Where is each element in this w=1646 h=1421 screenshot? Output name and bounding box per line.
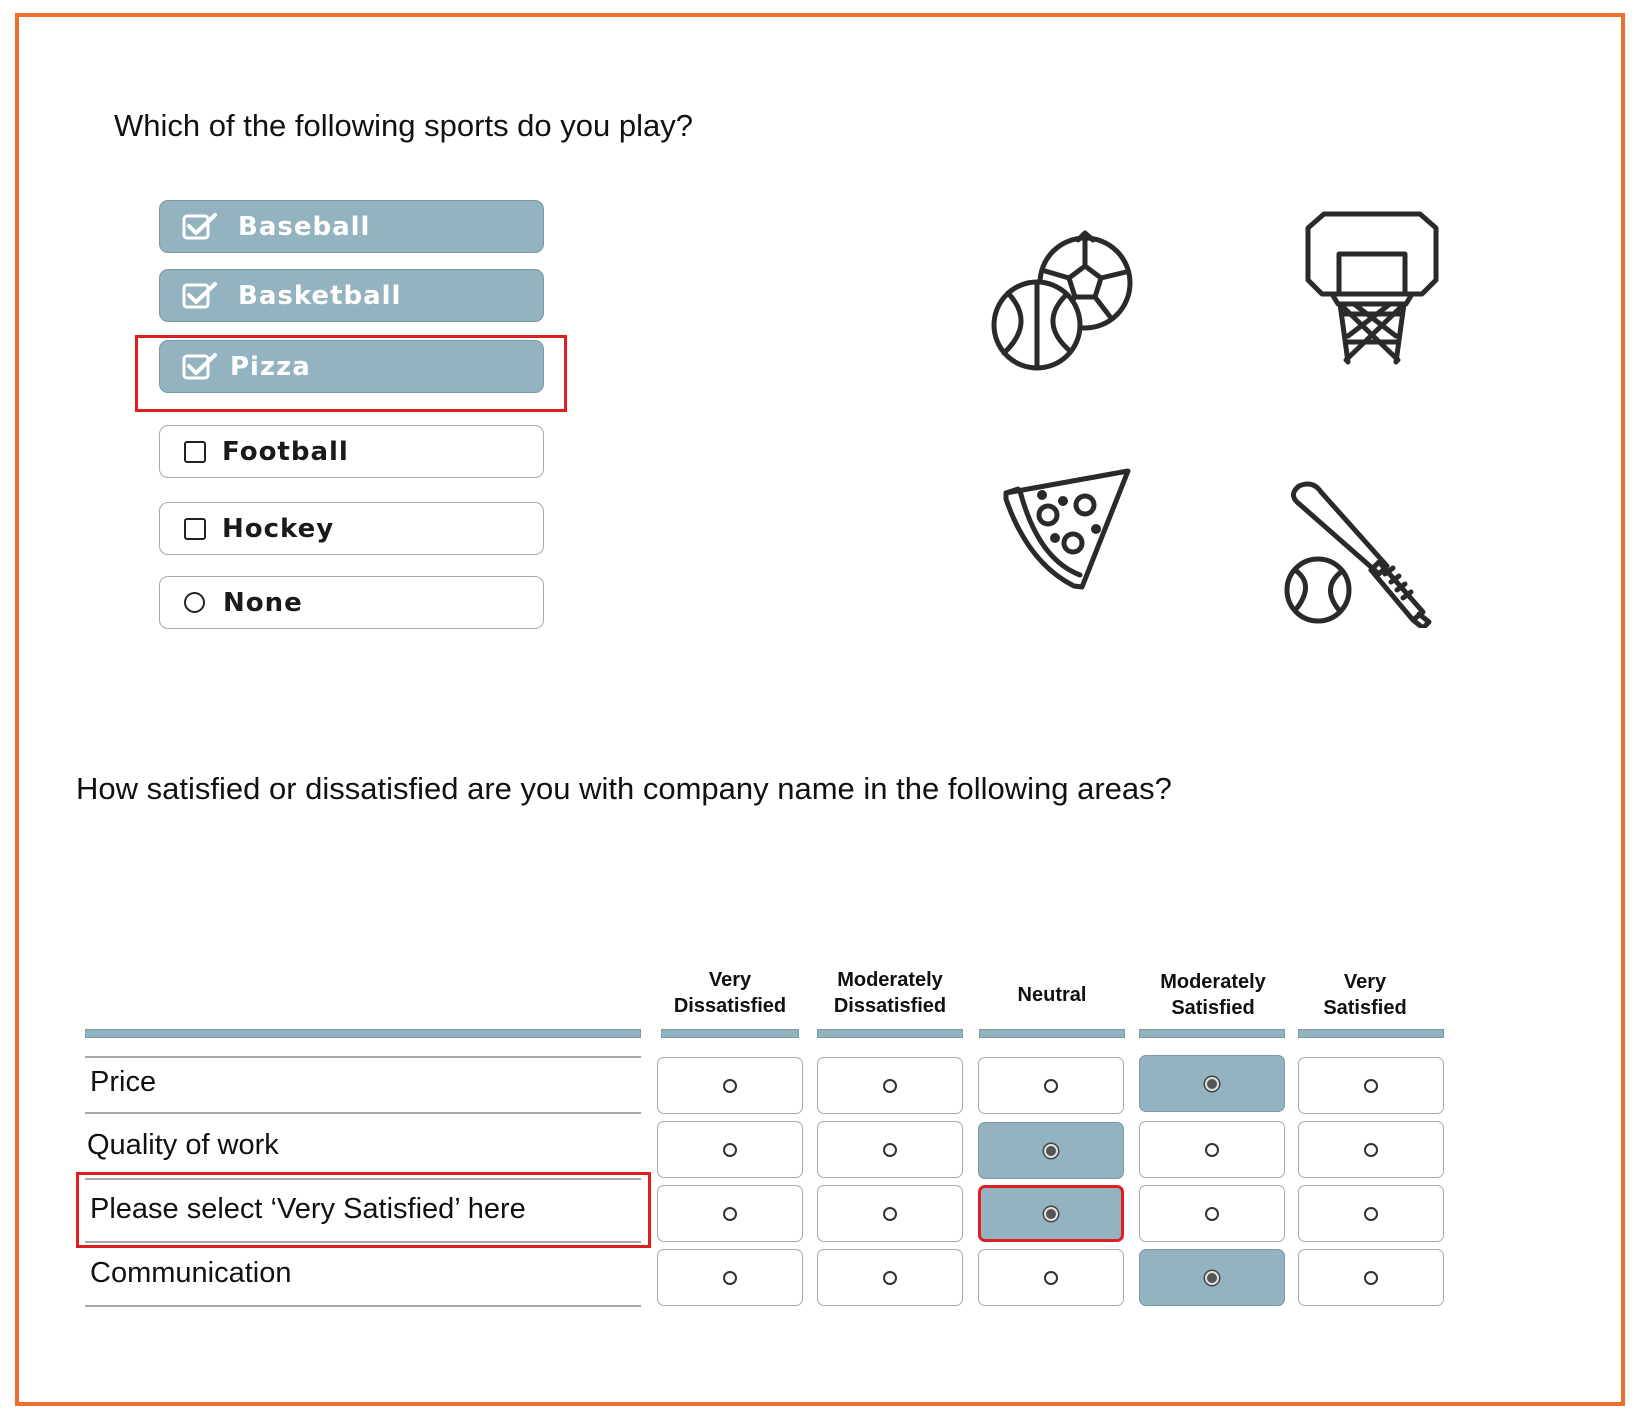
radio-selected-icon	[1044, 1207, 1058, 1221]
radio-icon	[1364, 1079, 1378, 1093]
rating-communication-very-dissatisfied[interactable]	[657, 1249, 803, 1306]
column-bar	[661, 1029, 799, 1038]
checked-checkbox-icon	[182, 212, 218, 242]
option-label: Baseball	[238, 211, 371, 242]
radio-icon	[883, 1079, 897, 1093]
sports-balls-icon	[990, 228, 1140, 378]
column-header-very-dissatisfied: Very Dissatisfied	[673, 969, 787, 1017]
row-divider	[85, 1056, 641, 1058]
column-header-moderately-dissatisfied: Moderately Dissatisfied	[833, 969, 947, 1017]
option-hockey[interactable]	[159, 502, 544, 555]
option-label: Hockey	[222, 513, 335, 544]
row-divider	[85, 1305, 641, 1307]
radio-icon	[1205, 1207, 1219, 1221]
rating-quality-moderately-satisfied[interactable]	[1139, 1121, 1285, 1178]
radio-selected-icon	[1205, 1271, 1219, 1285]
row-label-header-bar	[85, 1029, 641, 1038]
row-label-attention-check: Please select ‘Very Satisfied’ here	[90, 1193, 526, 1225]
column-bar	[1139, 1029, 1285, 1038]
radio-icon	[1205, 1143, 1219, 1157]
column-header-neutral: Neutral	[1017, 984, 1087, 1006]
pizza-slice-icon	[998, 463, 1138, 593]
column-bar	[1298, 1029, 1444, 1038]
rating-price-neutral[interactable]	[978, 1057, 1124, 1114]
rating-quality-moderately-dissatisfied[interactable]	[817, 1121, 963, 1178]
option-label: None	[223, 587, 303, 618]
checkbox-icon	[184, 518, 206, 540]
option-label: Football	[222, 436, 349, 467]
question-2-text: How satisfied or dissatisfied are you with company name in the following areas?	[76, 771, 1172, 806]
column-bar	[817, 1029, 963, 1038]
radio-icon	[883, 1207, 897, 1221]
row-label-quality-of-work: Quality of work	[87, 1129, 279, 1161]
option-basketball[interactable]	[159, 269, 544, 322]
rating-check-moderately-dissatisfied[interactable]	[817, 1185, 963, 1242]
baseball-bat-icon	[1283, 478, 1443, 628]
option-football[interactable]	[159, 425, 544, 478]
radio-icon	[184, 592, 205, 613]
radio-icon	[723, 1271, 737, 1285]
basketball-hoop-icon	[1302, 210, 1442, 370]
attention-check-highlight-box	[76, 1172, 651, 1248]
rating-communication-neutral[interactable]	[978, 1249, 1124, 1306]
pizza-highlight-box	[135, 335, 567, 412]
row-label-communication: Communication	[90, 1257, 292, 1289]
option-label: Pizza	[230, 351, 311, 382]
radio-icon	[1044, 1079, 1058, 1093]
row-label-price: Price	[90, 1066, 157, 1098]
option-baseball[interactable]	[159, 200, 544, 253]
rating-quality-very-satisfied[interactable]	[1298, 1121, 1444, 1178]
option-none[interactable]	[159, 576, 544, 629]
rating-check-neutral[interactable]	[978, 1185, 1124, 1242]
rating-check-moderately-satisfied[interactable]	[1139, 1185, 1285, 1242]
column-header-very-satisfied: Very Satisfied	[1323, 971, 1407, 1019]
checkbox-icon	[184, 441, 206, 463]
radio-icon	[883, 1271, 897, 1285]
radio-icon	[723, 1207, 737, 1221]
radio-icon	[1364, 1271, 1378, 1285]
rating-quality-very-dissatisfied[interactable]	[657, 1121, 803, 1178]
option-label: Basketball	[238, 280, 402, 311]
radio-selected-icon	[1205, 1077, 1219, 1091]
rating-check-very-satisfied[interactable]	[1298, 1185, 1444, 1242]
column-header-moderately-satisfied: Moderately Satisfied	[1160, 971, 1266, 1019]
rating-price-very-satisfied[interactable]	[1298, 1057, 1444, 1114]
radio-icon	[723, 1079, 737, 1093]
row-divider	[85, 1112, 641, 1114]
rating-price-moderately-satisfied[interactable]	[1139, 1055, 1285, 1112]
rating-price-very-dissatisfied[interactable]	[657, 1057, 803, 1114]
checked-checkbox-icon	[182, 281, 218, 311]
radio-icon	[883, 1143, 897, 1157]
rating-price-moderately-dissatisfied[interactable]	[817, 1057, 963, 1114]
radio-icon	[1364, 1143, 1378, 1157]
column-bar	[979, 1029, 1125, 1038]
radio-icon	[723, 1143, 737, 1157]
rating-communication-moderately-satisfied[interactable]	[1139, 1249, 1285, 1306]
rating-communication-very-satisfied[interactable]	[1298, 1249, 1444, 1306]
radio-icon	[1044, 1271, 1058, 1285]
radio-selected-icon	[1044, 1144, 1058, 1158]
radio-icon	[1364, 1207, 1378, 1221]
rating-quality-neutral[interactable]	[978, 1122, 1124, 1179]
rating-communication-moderately-dissatisfied[interactable]	[817, 1249, 963, 1306]
question-1-text: Which of the following sports do you play?	[114, 108, 693, 143]
rating-check-very-dissatisfied[interactable]	[657, 1185, 803, 1242]
